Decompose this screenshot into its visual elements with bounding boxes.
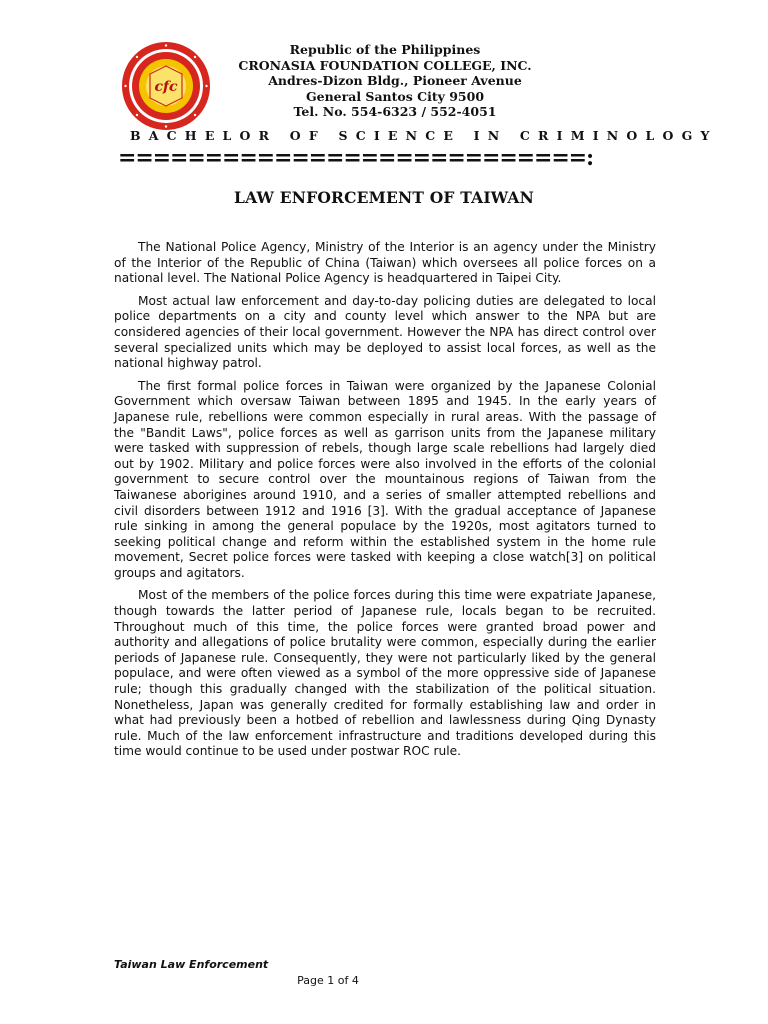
seal-monogram: cfc xyxy=(154,79,178,95)
document-body xyxy=(114,240,656,767)
body-paragraph: Most actual law enforcement and day-to-day policing duties are delegated to local police departments on a city and county level which answer to the NPA but are considered agencies of their local government. However the NPA has direct control over several specialized units which may be deployed to assist local forces, as well as the national highway patrol. xyxy=(114,293,656,371)
footer-page-number: Page 1 of 4 xyxy=(297,974,359,987)
body-paragraph: Most of the members of the police forces during this time were expatriate Japanese, though towards the latter period of Japanese rule, locals began to be recruited. Throughout much of this time, the police forces were granted broad power and authority and allegations of police brutality were common, especially during the earlier periods of Japanese rule. Consequently, they were not particularly liked by the general populace, and were often viewed as a symbol of the more oppressive side of Japanese rule; though this gradually changed with the stabilization of the political situation. Nonetheless, Japan was generally credited for formally establishing law and order in what had previously been a hotbed of rebellion and lawlessness during Qing Dynasty rule. Much of the law enforcement infrastructure and traditions developed during this time would continue to be used under postwar ROC rule. xyxy=(114,588,656,759)
letterhead-address-line-2: General Santos City 9500 xyxy=(305,88,485,104)
body-paragraph: The first formal police forces in Taiwan were organized by the Japanese Colonial Government which oversaw Taiwan between 1895 and 1945. In the early years of Japanese rule, rebellions were common especially in rural areas. With the passage of the "Bandit Laws", police forces as well as garrison units from the Japanese military were tasked with suppression of rebels, though large scale rebellions had largely died out by 1902. Military and police forces were also involved in the efforts of the colonial government to secure control over the mountainous regions of Taiwan from the Taiwanese aborigines around 1910, and a series of smaller attempted rebellions and civil disorders between 1912 and 1916 [3]. With the gradual acceptance of Japanese rule sinking in among the general populace by the 1920s, most agitators turned to seeking political change and reform within the established system in the home rule movement, Secret police forces were tasked with keeping a close watch[3] on political groups and agitators. xyxy=(114,378,656,580)
letterhead xyxy=(220,42,550,120)
program-heading: BACHELOR OF SCIENCE IN CRIMINOLOGY xyxy=(130,128,718,143)
letterhead-telephone: Tel. No. 554-6323 / 552-4051 xyxy=(293,104,497,119)
letterhead-address-line-1: Andres-Dizon Bldg., Pioneer Avenue xyxy=(268,73,522,88)
letterhead-institution: CRONASIA FOUNDATION COLLEGE, INC. xyxy=(238,57,532,73)
letterhead-country: Republic of the Philippines xyxy=(289,42,481,57)
footer-running-title: Taiwan Law Enforcement xyxy=(114,958,269,971)
college-seal-icon xyxy=(120,40,212,132)
divider-rule: ===========================: xyxy=(118,145,594,171)
body-paragraph: The National Police Agency, Ministry of the Interior is an agency under the Ministry of the Interior of the Republic of China (Taiwan) which oversees all police forces on a national level. The National Police Agency is headquartered in Taipei City. xyxy=(114,240,656,286)
document-title: LAW ENFORCEMENT OF TAIWAN xyxy=(233,188,535,207)
